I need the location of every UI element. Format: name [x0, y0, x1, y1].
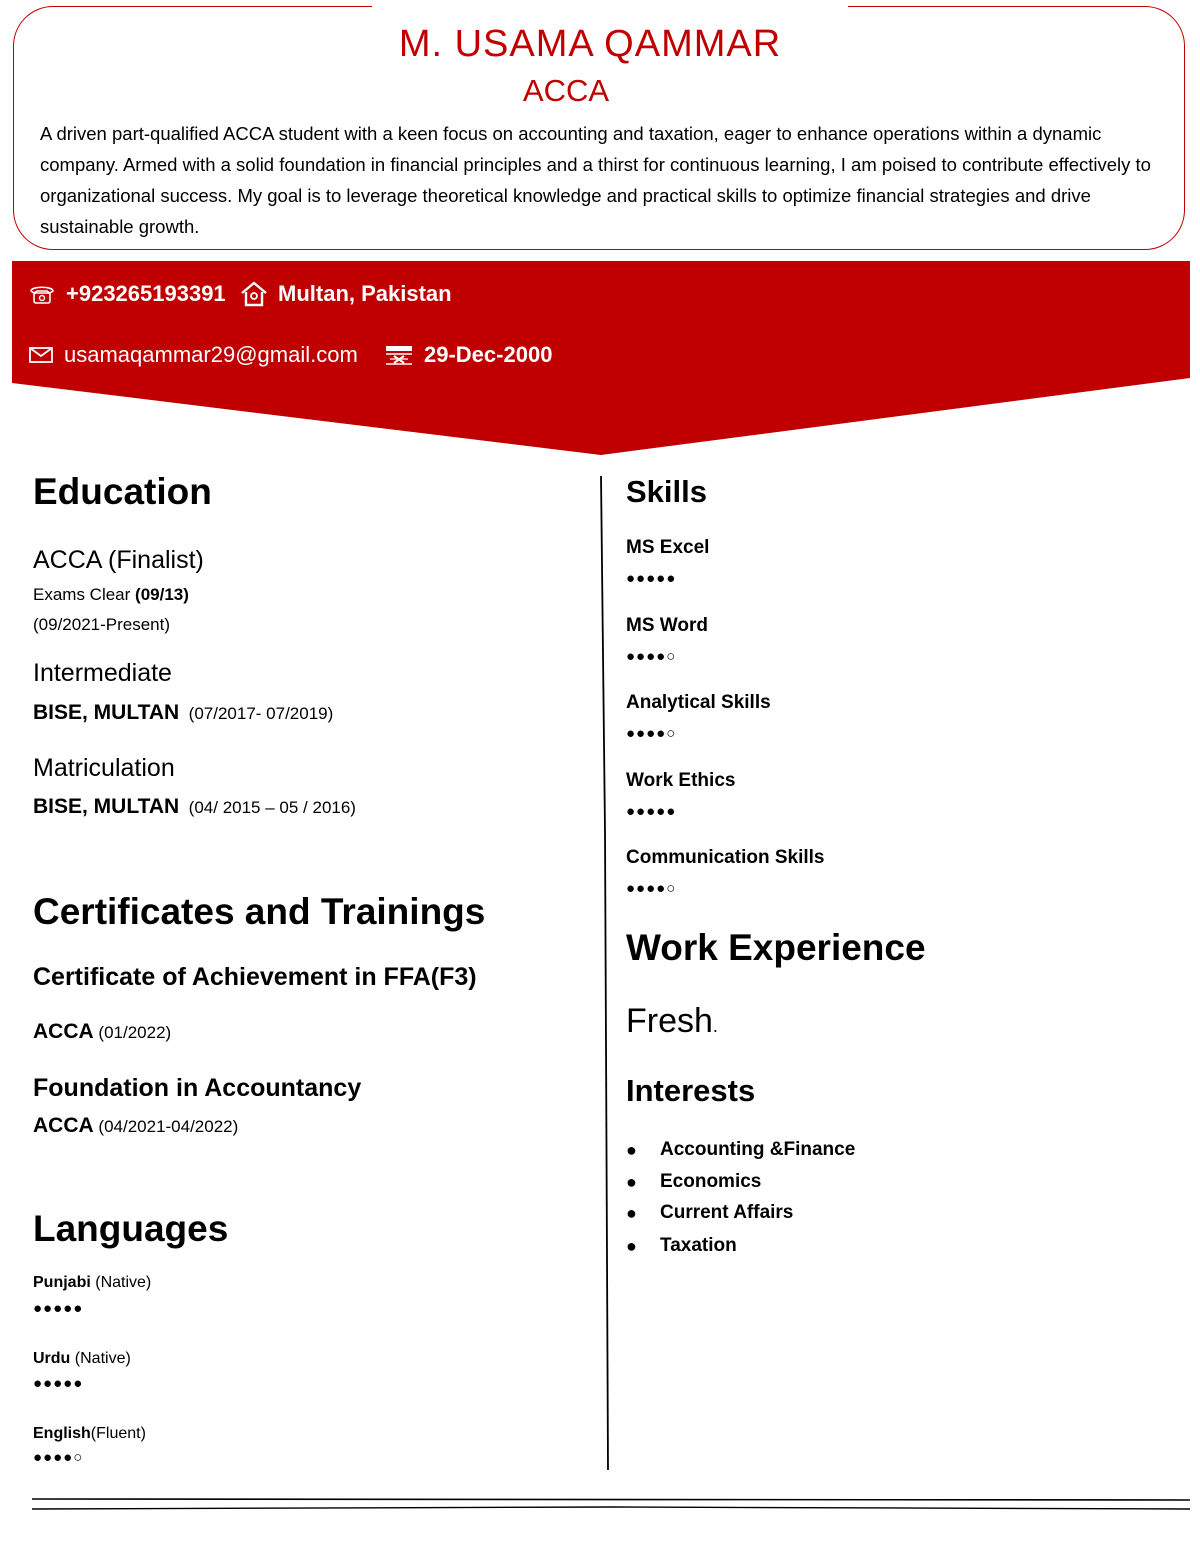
language-urdu-rating: ●●●●●: [33, 1375, 84, 1392]
skill-work-ethics: Work Ethics: [626, 770, 736, 791]
certificate-fia-title: Foundation in Accountancy: [33, 1074, 362, 1102]
contact-location: [240, 279, 452, 309]
bullet-icon: ●: [626, 1236, 637, 1256]
skill-ms-word-rating: ●●●●○: [626, 648, 677, 665]
envelope-icon: [28, 345, 54, 365]
interests-heading: Interests: [626, 1073, 756, 1108]
bullet-icon: ●: [626, 1203, 637, 1223]
skills-heading: Skills: [626, 474, 707, 509]
contact-phone[interactable]: [28, 279, 226, 309]
header-frame-gap: [372, 0, 848, 12]
profile-summary: A driven part-qualified ACCA student with a keen focus on accounting and taxation, eager to enhance operations within a dynamic company. Armed with a solid foundation in financial principles and a thirst for continuous learning, I am poised to contribute effectively to organizational success. My goal is to leverage theoretical knowledge and practical skills to optimize financial strategies and drive sustainable growth.: [40, 123, 1151, 237]
language-punjabi-rating: ●●●●●: [33, 1300, 84, 1317]
telephone-icon: [28, 283, 56, 305]
education-acca-exams: Exams Clear (09/13): [33, 585, 189, 604]
skill-ms-word: MS Word: [626, 615, 708, 636]
certificate-fia-details: ACCA (04/2021-04/2022): [33, 1114, 239, 1137]
education-matriculation-title: Matriculation: [33, 754, 175, 782]
interest-item: ● Accounting &Finance: [660, 1137, 855, 1163]
interest-item: ● Economics: [660, 1169, 761, 1195]
experience-text: Fresh.: [626, 1002, 718, 1040]
education-acca-title: ACCA (Finalist): [33, 546, 204, 574]
skill-analytical: Analytical Skills: [626, 692, 771, 713]
skill-work-ethics-rating: ●●●●●: [626, 803, 677, 820]
experience-heading: Work Experience: [626, 927, 926, 968]
certificate-ffa-title: Certificate of Achievement in FFA(F3): [33, 963, 477, 991]
language-english: English(Fluent): [33, 1425, 146, 1442]
education-intermediate-details: BISE, MULTAN (07/2017- 07/2019): [33, 701, 334, 724]
footer-divider: [32, 1495, 1192, 1515]
contact-email[interactable]: [28, 340, 358, 370]
date-of-birth: 29-Dec-2000: [424, 342, 553, 367]
bullet-icon: ●: [626, 1140, 637, 1160]
languages-heading: Languages: [33, 1208, 229, 1249]
education-matriculation-details: BISE, MULTAN (04/ 2015 – 05 / 2016): [33, 795, 356, 818]
education-intermediate-title: Intermediate: [33, 659, 172, 687]
skill-analytical-rating: ●●●●○: [626, 725, 677, 742]
candidate-title: ACCA: [522, 73, 610, 108]
language-urdu: Urdu (Native): [33, 1350, 131, 1367]
skill-communication: Communication Skills: [626, 847, 825, 868]
contact-dob: [384, 340, 552, 370]
language-english-rating: ●●●●○: [33, 1449, 84, 1466]
candidate-name: M. USAMA QAMMAR: [398, 23, 782, 65]
certificates-heading: Certificates and Trainings: [33, 891, 486, 932]
language-punjabi: Punjabi (Native): [33, 1274, 152, 1291]
skill-ms-excel: MS Excel: [626, 537, 710, 558]
home-icon: [240, 281, 268, 307]
education-acca-dates: (09/2021-Present): [33, 615, 171, 634]
skill-communication-rating: ●●●●○: [626, 880, 677, 897]
interest-item: ● Taxation: [660, 1233, 737, 1259]
calendar-icon: [384, 342, 414, 368]
education-heading: Education: [33, 471, 212, 512]
location-text: Multan, Pakistan: [278, 281, 452, 306]
column-divider: [600, 452, 610, 1472]
email-address: usamaqammar29@gmail.com: [64, 342, 358, 367]
bullet-icon: ●: [626, 1172, 637, 1192]
certificate-ffa-details: ACCA (01/2022): [33, 1020, 172, 1043]
phone-number: +923265193391: [66, 281, 226, 306]
interest-item: ● Current Affairs: [660, 1200, 793, 1226]
skill-ms-excel-rating: ●●●●●: [626, 570, 677, 587]
